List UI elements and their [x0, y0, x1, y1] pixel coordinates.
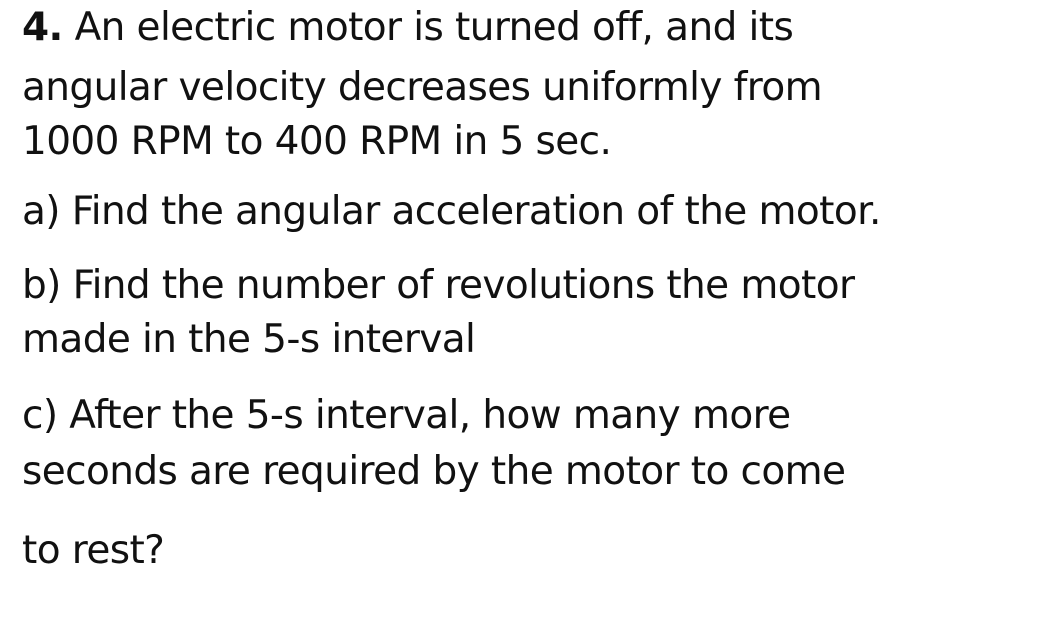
part-c-line-1: c) After the 5-s interval, how many more [22, 393, 791, 438]
problem-intro-text-1: An electric motor is turned off, and its [62, 5, 794, 50]
problem-intro-line-3: 1000 RPM to 400 RPM in 5 sec. [22, 119, 612, 164]
problem-intro-line-2: angular velocity decreases uniformly from [22, 65, 823, 110]
part-c-line-3: to rest? [22, 528, 165, 573]
part-c-line-2: seconds are required by the motor to come [22, 449, 846, 494]
part-a-line-1: a) Find the angular acceleration of the motor. [22, 189, 881, 234]
problem-number: 4. [22, 5, 63, 50]
part-b-line-1: b) Find the number of revolutions the motor [22, 263, 855, 308]
problem-intro-line-1 [22, 4, 793, 52]
part-b-line-2: made in the 5-s interval [22, 317, 476, 362]
